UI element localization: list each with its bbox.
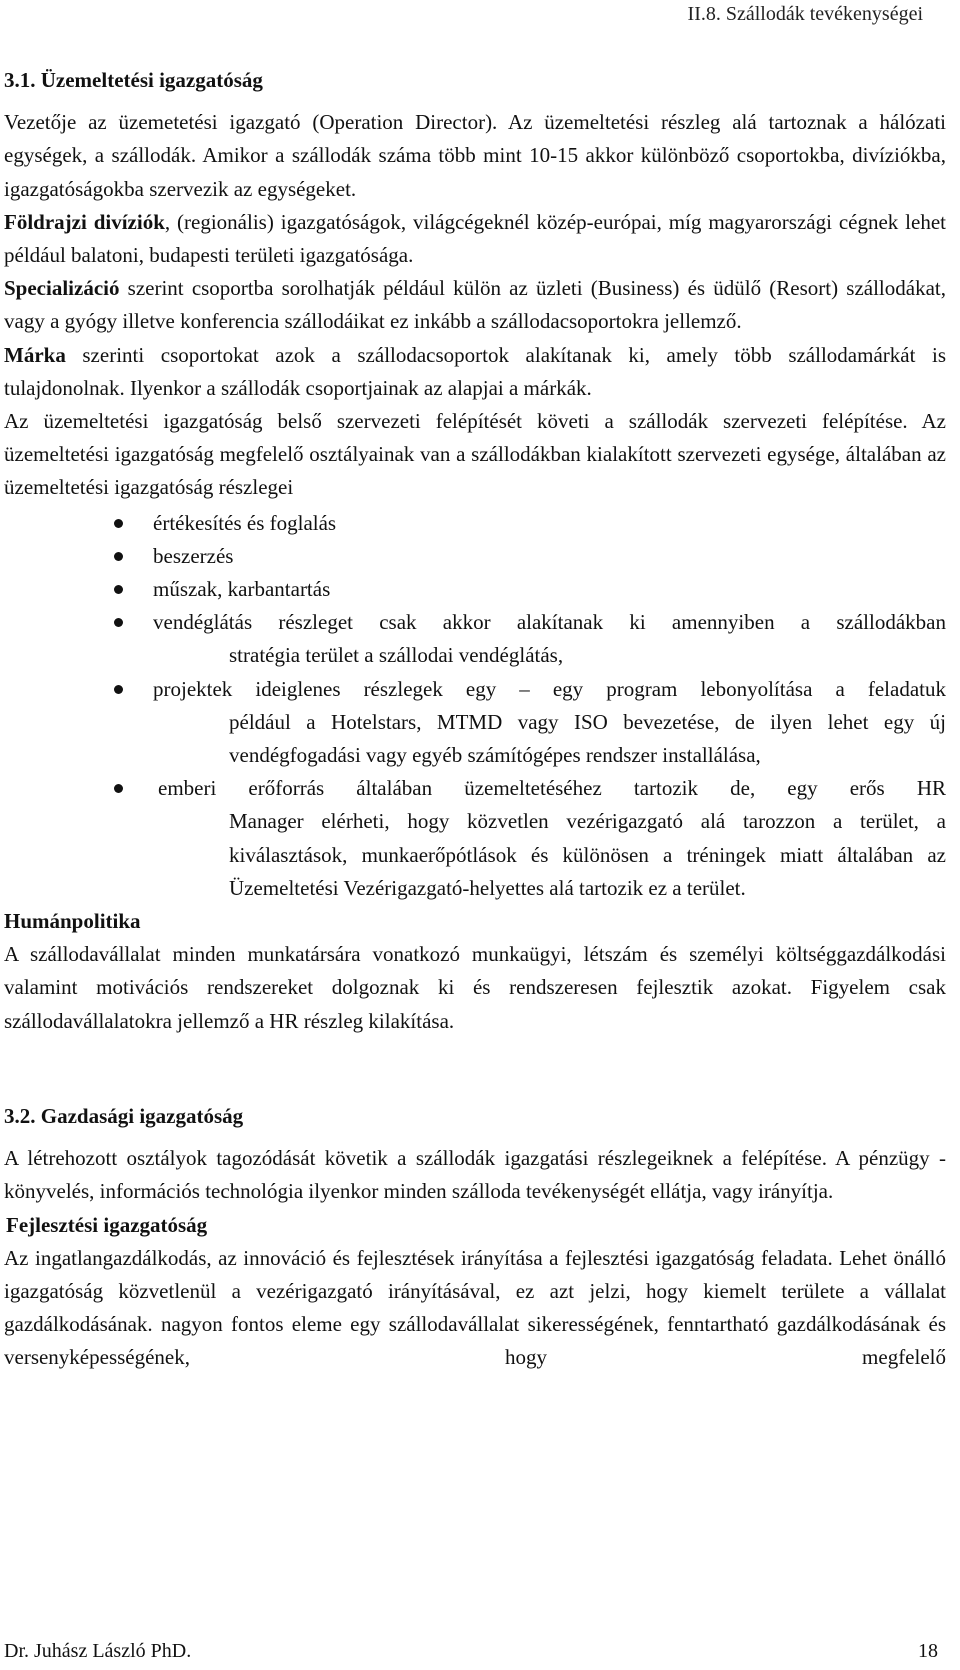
bullet-icon [114, 618, 123, 627]
paragraph-finance: A létrehozott osztályok tagozódását követik a szállodák igazgatási részlegeiknek a felépítése. A pénzügy - könyvelés, információs technológia ilyenkor minden szálloda tevékenységét ellátja, vagy irányítja. [4, 1146, 946, 1204]
term-specialization: Specializáció [4, 276, 120, 301]
paragraph-geographic-divisions [4, 206, 950, 272]
list-item-text: vendéglátás részleget csak akkor alakítanak ki amennyiben a szállodákban [153, 610, 946, 635]
footer-author: Dr. Juhász László PhD. [4, 1640, 192, 1662]
paragraph-specialization [4, 272, 950, 338]
list-item [0, 673, 950, 773]
term-geographic-divisions: Földrajzi divíziók [4, 209, 165, 234]
page-number: 18 [918, 1640, 938, 1662]
paragraph-brand [4, 339, 950, 405]
list-item-continuation: Manager elérheti, hogy közvetlen vezérigazgató alá tarozzon a terület, a kiválasztások, munkaerőpótlások és különösen a tréningek miatt általában az Üzemeltetési Vezérigazgató-helyettes alá tartozik ez a terület. [229, 809, 946, 900]
list-item-continuation: például a Hotelstars, MTMD vagy ISO bevezetése, de ilyen lehet egy új vendégfogadási vagy egyéb számítógépes rendszer installálása, [229, 709, 946, 768]
bullet-icon [114, 552, 123, 561]
section-heading-development: Fejlesztési igazgatóság [6, 1212, 208, 1237]
bullet-icon [114, 519, 123, 528]
bullet-icon [114, 585, 123, 594]
section-heading-finance: 3.2. Gazdasági igazgatóság [4, 1103, 244, 1128]
list-item [0, 540, 950, 573]
list-item [0, 507, 950, 540]
section-heading-hr: Humánpolitika [4, 909, 141, 934]
list-item-text: műszak, karbantartás [153, 577, 331, 602]
list-item-text: értékesítés és foglalás [153, 510, 337, 535]
department-list [0, 507, 950, 905]
list-item [0, 573, 950, 606]
paragraph-text: , (regionális) igazgatóságok, világcégeknél közép-európai, míg magyarországi cégnek lehet például balatoni, budapesti területi igazgatósága. [4, 209, 946, 268]
paragraph-organisation: Az üzemeltetési igazgatóság belső szervezeti felépítését követi a szállodák szervezeti felépítése. Az üzemeltetési igazgatóság megfelelő osztályainak van a szállodákban kialakított szervezeti egysége, általában az üzemeltetési igazgatóság részlegei [4, 409, 946, 500]
paragraph-text: szerint csoportba sorolhatják például külön az üzleti (Business) és üdülő (Resort) szállodákat, vagy a gyógy illetve konferencia szállodáikat ez inkább a szállodacsoportokra jellemző. [4, 276, 946, 334]
document-body [0, 64, 950, 1375]
paragraph-text: szerinti csoportokat azok a szállodacsoportok alakítanak ki, amely több szállodamárkát is tulajdonolnak. Ilyenkor a szállodák csoportjainak az alapjai a márkák. [4, 342, 946, 400]
list-item-continuation: stratégia terület a szállodai vendéglátás, [229, 643, 564, 668]
list-item [0, 772, 950, 905]
list-item [0, 606, 950, 672]
list-item-text: beszerzés [153, 543, 234, 568]
paragraph-operations-intro: Vezetője az üzemetetési igazgató (Operation Director). Az üzemeltetési részleg alá tartoznak a hálózati egységek, a szállodák. Amikor a szállodák száma több mint 10-15 akkor különböző csoportokba, divíziókba, igazgatóságokba szervezik az egységeket. [4, 110, 946, 201]
term-brand: Márka [4, 342, 66, 367]
paragraph-development: Az ingatlangazdálkodás, az innováció és fejlesztések irányítása a fejlesztési igazgatóság feladata. Lehet önálló igazgatóság közvetlenül a vezérigazgató irányításával, ez azt jelzi, hogy kiemelt területe a vállalat gazdálkodásának. nagyon fontos eleme egy szállodavállalat sikerességének, fenntartható gazdálkodásának és versenyképességének, hogy megfelelő [4, 1245, 946, 1370]
bullet-icon [114, 784, 123, 793]
page-header: II.8. Szállodák tevékenységei [687, 3, 923, 25]
bullet-icon [114, 685, 123, 694]
list-item-text: emberi erőforrás általában üzemeltetéséhez tartozik de, egy erős HR [158, 776, 946, 801]
paragraph-hr: A szállodavállalat minden munkatársára vonatkozó munkaügyi, létszám és személyi költséggazdálkodási valamint motivációs rendszereket dolgoznak ki és rendszeresen fejlesztik azokat. Figyelem csak szállodavállalatokra jellemző a HR részleg kilakítása. [4, 942, 946, 1033]
list-item-text: projektek ideiglenes részlegek egy – egy program lebonyolítása a feladatuk [153, 676, 946, 701]
section-heading-operations: 3.1. Üzemeltetési igazgatóság [4, 68, 263, 92]
